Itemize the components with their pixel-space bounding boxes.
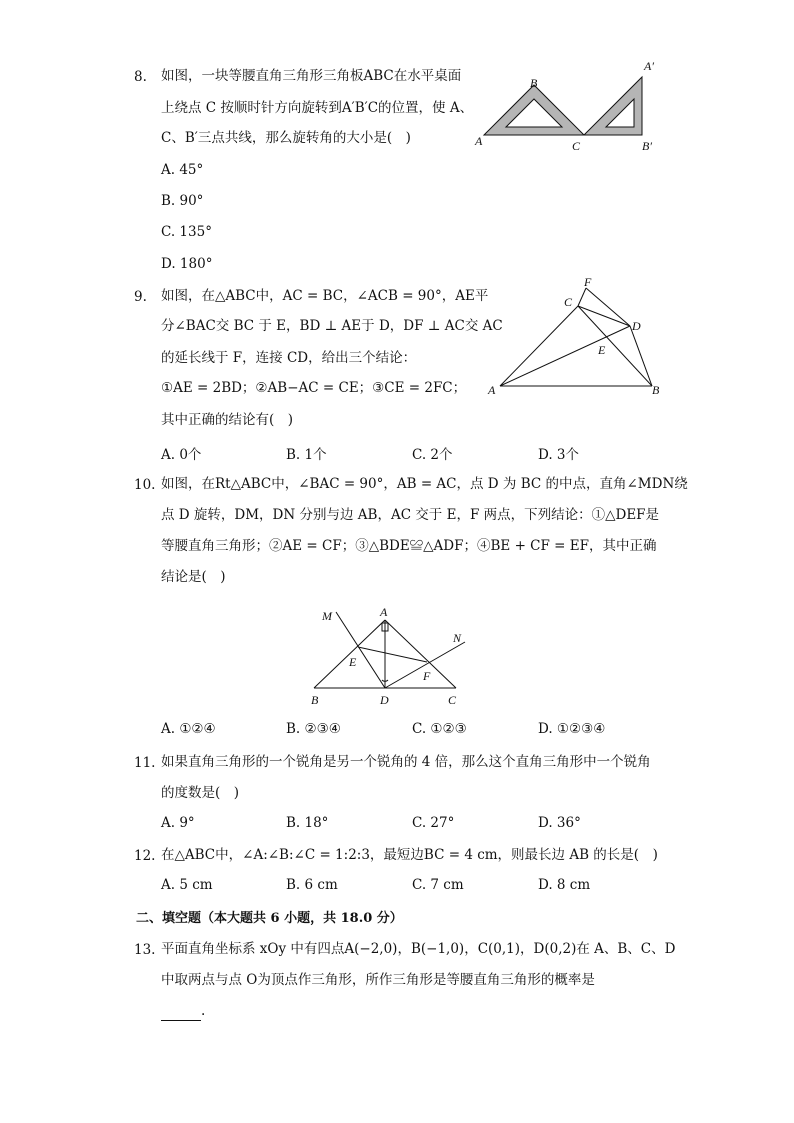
question-text: 分∠BAC交 BC 于 E，BD ⊥ AE于 D，DF ⊥ AC交 AC (161, 318, 503, 334)
option-b: B. 6 cm (286, 877, 338, 893)
option-a: A. 9° (161, 815, 195, 831)
label-a: A (475, 134, 483, 148)
option-d: D. ①②③④ (538, 721, 606, 737)
question-text: 结论是( ) (161, 569, 226, 585)
label-a: A (488, 383, 496, 397)
option-b: B. 18° (286, 815, 329, 831)
option-a: A. ①②④ (161, 721, 216, 737)
question-text: 的度数是( ) (161, 785, 240, 801)
option-d: D. 3个 (538, 447, 580, 463)
label-e: E (598, 343, 606, 357)
label-b: B (530, 76, 538, 90)
label-f: F (423, 669, 431, 683)
label-f: F (584, 275, 592, 289)
label-b: B (311, 693, 319, 707)
label-d: D (632, 319, 641, 333)
option-c: C. 135° (161, 224, 212, 240)
label-b-prime: B′ (642, 139, 652, 153)
figure-rotated-set-squares (474, 55, 664, 155)
answer-end: . (201, 1003, 206, 1019)
option-b: B. ②③④ (286, 721, 341, 737)
label-c: C (564, 295, 573, 309)
question-text: 平面直角坐标系 xOy 中有四点A(−2,0)，B(−1,0)，C(0,1)，D(0,2)在 A、B、C、D (161, 941, 676, 957)
question-text: 的延长线于 F，连接 CD，给出三个结论： (161, 350, 417, 366)
question-text: 等腰直角三角形；②AE = CF；③△BDE≌△ADF；④BE + CF = EF，其中正确 (161, 538, 657, 554)
question-number: 8. (134, 69, 147, 85)
question-text: 如图，在Rt△ABC中，∠BAC = 90°，AB = AC，点 D 为 BC 的中点，直角∠MDN绕 (161, 476, 688, 492)
question-text: 其中正确的结论有( ) (161, 412, 294, 428)
label-e: E (349, 655, 357, 669)
label-m: M (322, 609, 332, 623)
label-b: B (652, 383, 660, 397)
figure-right-angle-mdn (310, 600, 480, 710)
option-c: C. 2个 (412, 447, 453, 463)
label-a: A (380, 605, 388, 619)
option-c: C. 27° (412, 815, 455, 831)
question-text: 在△ABC中，∠A:∠B:∠C = 1:2:3，最短边BC = 4 cm，则最长边 AB 的长是( ) (161, 847, 658, 863)
question-text: 上绕点 C 按顺时针方向旋转到A′B′C的位置，使 A、 (161, 100, 474, 116)
figure-triangle-abc-q9 (484, 272, 664, 402)
label-d: D (380, 693, 389, 707)
label-c: C (448, 693, 457, 707)
section-heading: 二、填空题（本大题共 6 小题，共 18.0 分） (136, 911, 403, 926)
label-n: N (453, 631, 462, 645)
question-text: 如图，在△ABC中，AC = BC，∠ACB = 90°，AE平 (161, 288, 489, 304)
option-a: A. 5 cm (161, 877, 213, 893)
option-c: C. ①②③ (412, 721, 467, 737)
label-a-prime: A′ (644, 59, 654, 73)
question-text: 中取两点与点 O为顶点作三角形，所作三角形是等腰直角三角形的概率是 (161, 972, 595, 988)
option-c: C. 7 cm (412, 877, 464, 893)
option-a: A. 45° (161, 162, 204, 178)
question-text: ①AE = 2BD；②AB−AC = CE；③CE = 2FC； (161, 380, 467, 396)
option-d: D. 8 cm (538, 877, 591, 893)
option-b: B. 90° (161, 193, 204, 209)
question-number: 12. (134, 848, 156, 864)
question-text: C、B′三点共线，那么旋转角的大小是( ) (161, 130, 411, 146)
question-number: 11. (134, 755, 156, 771)
option-b: B. 1个 (286, 447, 327, 463)
answer-line (161, 1001, 205, 1021)
option-a: A. 0个 (161, 447, 202, 463)
question-number: 13. (134, 942, 156, 958)
question-number: 10. (134, 477, 156, 493)
question-number: 9. (134, 289, 147, 305)
option-d: D. 180° (161, 256, 213, 272)
question-text: 如图，一块等腰直角三角形三角板ABC在水平桌面 (161, 68, 462, 84)
option-d: D. 36° (538, 815, 581, 831)
question-text: 如果直角三角形的一个锐角是另一个锐角的 4 倍，那么这个直角三角形中一个锐角 (161, 754, 651, 770)
answer-blank (161, 1006, 201, 1021)
label-c: C (572, 139, 581, 153)
question-text: 点 D 旋转，DM，DN 分别与边 AB，AC 交于 E，F 两点，下列结论：①△DEF是 (161, 507, 660, 523)
